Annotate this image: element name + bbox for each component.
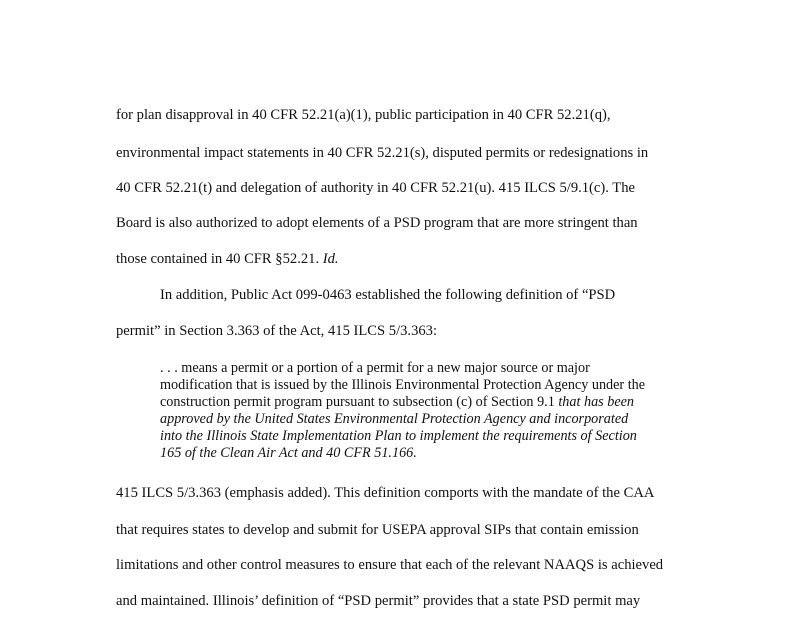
paragraph-line: In addition, Public Act 099-0463 established the following definition of “PSD: [160, 287, 616, 303]
block-quote-line: modification that is issued by the Illinois Environmental Protection Agency under the: [160, 377, 646, 393]
paragraph-line: Board is also authorized to adopt elements of a PSD program that are more stringent than: [116, 215, 638, 231]
paragraph-line: for plan disapproval in 40 CFR 52.21(a)(1), public participation in 40 CFR 52.21(q),: [116, 107, 611, 123]
block-quote-line: . . . means a permit or a portion of a permit for a new major source or major: [160, 360, 590, 376]
paragraph-line: that requires states to develop and submit for USEPA approval SIPs that contain emission: [116, 522, 639, 538]
text-run: construction permit program pursuant to subsection (c) of Section 9.1: [160, 394, 559, 410]
citation-id: Id.: [322, 251, 339, 267]
paragraph-line: 40 CFR 52.21(t) and delegation of authority in 40 CFR 52.21(u). 415 ILCS 5/9.1(c). The: [116, 180, 635, 196]
paragraph-line: and maintained. Illinois’ definition of “PSD permit” provides that a state PSD permit may: [116, 593, 641, 609]
paragraph-line: environmental impact statements in 40 CFR 52.21(s), disputed permits or redesignations in: [116, 145, 649, 161]
block-quote-line: [160, 394, 634, 411]
emphasis-run: that has been: [558, 394, 635, 410]
block-quote-line: 165 of the Clean Air Act and 40 CFR 51.166.: [160, 445, 417, 461]
block-quote-line: into the Illinois State Implementation Plan to implement the requirements of Section: [160, 428, 637, 444]
paragraph-line: 415 ILCS 5/3.363 (emphasis added). This definition comports with the mandate of the CAA: [116, 485, 655, 501]
paragraph-line: limitations and other control measures to ensure that each of the relevant NAAQS is achieved: [116, 557, 664, 573]
text-run: those contained in 40 CFR §52.21.: [116, 251, 323, 267]
paragraph-line: [116, 250, 339, 268]
block-quote-line: approved by the United States Environmental Protection Agency and incorporated: [160, 411, 629, 427]
paragraph-line: permit” in Section 3.363 of the Act, 415 ILCS 5/3.363:: [116, 323, 438, 339]
